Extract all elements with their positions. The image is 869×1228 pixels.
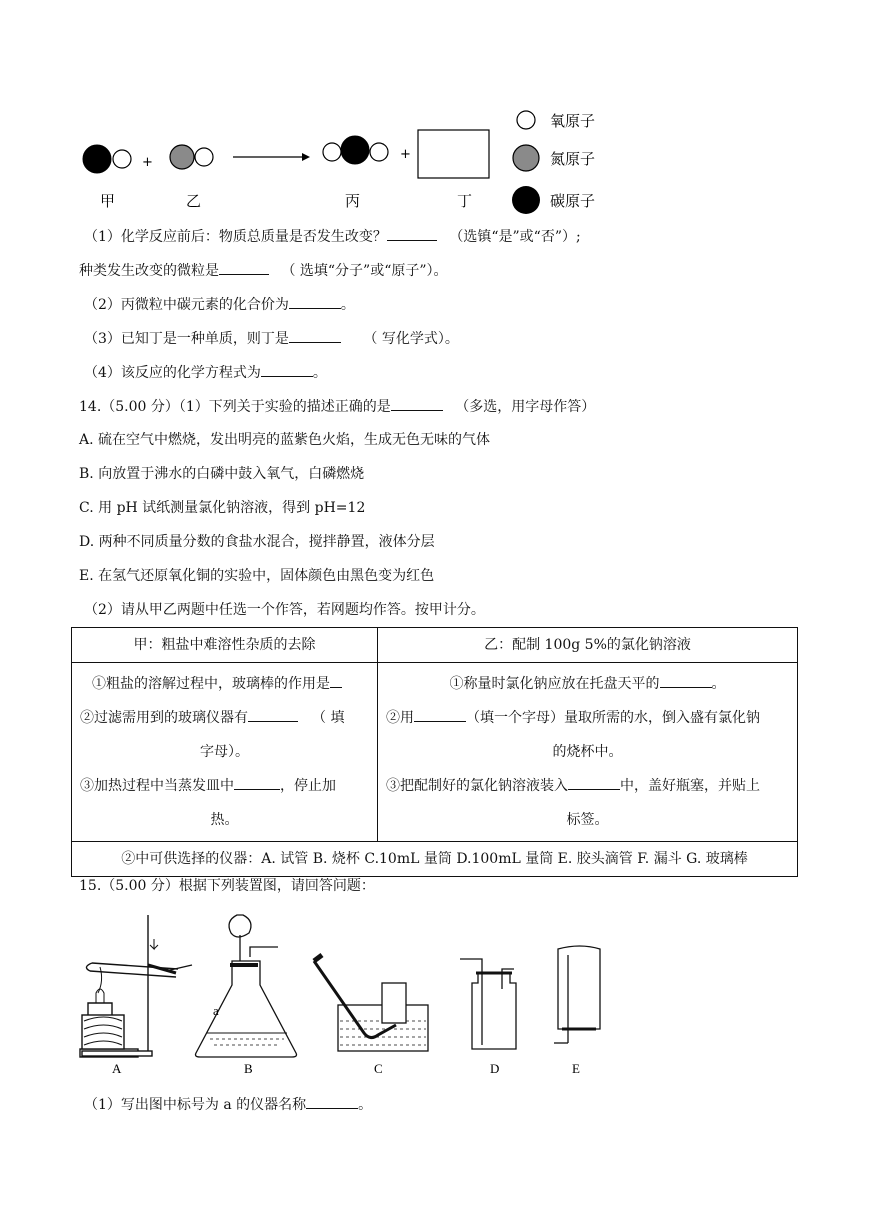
jia-item3-end: 热。 [210,812,239,828]
q13-part4 [84,362,327,383]
jia-item2-hint: （ 填 [312,710,345,726]
q13-part1-cont [79,260,448,281]
period: 。 [711,676,726,692]
answer-blank[interactable] [391,396,443,411]
answer-blank[interactable] [568,775,620,790]
answer-blank[interactable] [234,775,280,790]
q13-part1-hint: （选镇“是”或“否”）; [449,229,581,245]
yi-item2-end: 的烧杯中。 [552,744,623,760]
q13-part2 [84,294,355,315]
answer-blank[interactable] [289,328,341,343]
q15-part1 [84,1094,372,1115]
q14-option-d: D. 两种不同质量分数的食盐水混合，搅拌静置，液体分层 [79,534,435,550]
legend [512,111,595,214]
yi-item2: ②用 [386,710,414,726]
yi-item2-cont: （填一个字母）量取所需的水，倒入盛有氯化钠 [466,710,760,726]
legend-carbon-swatch [512,186,540,214]
answer-blank[interactable] [414,707,466,722]
q13-part1 [84,226,581,247]
q14-option-e: E. 在氢气还原氧化铜的实验中，固体颜色由黑色变为红色 [79,568,435,584]
q13-part3 [84,328,459,349]
jia-item3: ③加热过程中当蒸发皿中 [80,778,234,794]
q14-stem-text: 14.（5.00 分）（1）下列关于实验的描述正确的是 [79,399,391,415]
table-footer: ②中可供选择的仪器：A. 试管 B. 烧杯 C.10mL 量筒 D.100mL 量筒 E. 胶头滴管 F. 漏斗 G. 玻璃棒 [72,842,798,877]
table-cell-jia [72,663,378,842]
q13-part1-text: （1）化学反应前后：物质总质量是否发生改变？ [84,229,387,245]
q13-part2-text: （2）丙微粒中碳元素的化合价为 [84,297,289,313]
q15-stem: 15.（5.00 分）根据下列装置图，请回答问题： [79,878,375,894]
apparatus-c-label: C [374,1061,383,1076]
q14-choice-table [71,627,798,877]
legend-carbon-label: 碳原子 [550,192,596,210]
answer-blank[interactable] [289,294,341,309]
answer-blank[interactable] [306,1094,358,1109]
apparatus-d [460,959,516,1049]
q15-part1-text: （1）写出图中标号为 a 的仪器名称 [84,1097,307,1113]
apparatus-b-label: B [244,1061,253,1076]
period: 。 [312,365,327,381]
table-head-yi: 乙：配制 100g 5%的氯化钠溶液 [378,628,798,663]
answer-blank[interactable] [330,673,342,688]
apparatus-a-label: A [112,1061,122,1076]
answer-blank[interactable] [660,673,712,688]
answer-blank[interactable] [248,707,298,722]
q14-stem [79,396,595,417]
label-yi: 乙 [186,192,202,210]
answer-blank[interactable] [387,226,437,241]
apparatus-b-marker: a [213,1003,219,1018]
legend-nitrogen-swatch [513,145,539,171]
molecule-jia [83,145,131,173]
period: 。 [358,1097,373,1113]
plus-sign-2: + [400,147,411,162]
q13-part4-text: （4）该反应的化学方程式为 [84,365,261,381]
jia-item2-cont: 字母）。 [200,744,249,760]
jia-item2: ②过滤需用到的玻璃仪器有 [80,710,248,726]
molecule-yi [170,145,213,169]
q14-stem-hint: （多选，用字母作答） [455,399,596,415]
q14-option-c: C. 用 pH 试纸测量氯化钠溶液，得到 pH=12 [79,500,366,516]
q13-part1-cont-hint: （ 选填“分子”或“原子”）。 [281,263,448,279]
apparatus-figure [70,905,630,1085]
q13-part1-cont-text: 种类发生改变的微粒是 [79,263,219,279]
jia-item3-cont: ，停止加 [280,778,336,794]
legend-nitrogen-label: 氮原子 [550,150,596,168]
q14-option-b: B. 向放置于沸水的白磷中鼓入氧气，白磷燃烧 [79,466,365,482]
apparatus-c [314,955,428,1051]
legend-oxygen-swatch [517,111,535,129]
q13-part3-text: （3）已知丁是一种单质，则丁是 [84,331,289,347]
table-head-jia: 甲：粗盐中难溶性杂质的去除 [72,628,378,663]
label-jia: 甲 [100,192,116,210]
apparatus-a [80,915,192,1057]
yi-item3: ③把配制好的氯化钠溶液装入 [386,778,568,794]
period: 。 [340,297,355,313]
apparatus-e [554,946,600,1043]
reaction-diagram [70,100,630,220]
answer-blank[interactable] [219,260,269,275]
product-box-ding [418,130,489,178]
q13-part3-hint: （ 写化学式）。 [363,331,459,347]
table-cell-yi [378,663,798,842]
apparatus-d-label: D [490,1061,500,1076]
reaction-arrow [233,153,310,161]
yi-item3-cont: 中，盖好瓶塞，并贴上 [620,778,760,794]
yi-item3-end: 标签。 [566,812,609,828]
jia-item1: ①粗盐的溶解过程中，玻璃棒的作用是 [92,676,330,692]
label-ding: 丁 [457,192,473,210]
label-bing: 丙 [345,192,361,210]
yi-item1: ①称量时氯化钠应放在托盘天平的 [449,676,660,692]
q14-part2: （2）请从甲乙两题中任选一个作答，若网题均作答。按甲计分。 [84,602,485,618]
legend-oxygen-label: 氧原子 [550,112,596,130]
plus-sign-1: + [142,155,153,170]
apparatus-b [196,915,297,1057]
answer-blank[interactable] [261,362,313,377]
apparatus-e-label: E [572,1061,580,1076]
molecule-bing [323,136,388,164]
q14-option-a: A. 硫在空气中燃烧，发出明亮的蓝紫色火焰，生成无色无味的气体 [79,432,491,448]
